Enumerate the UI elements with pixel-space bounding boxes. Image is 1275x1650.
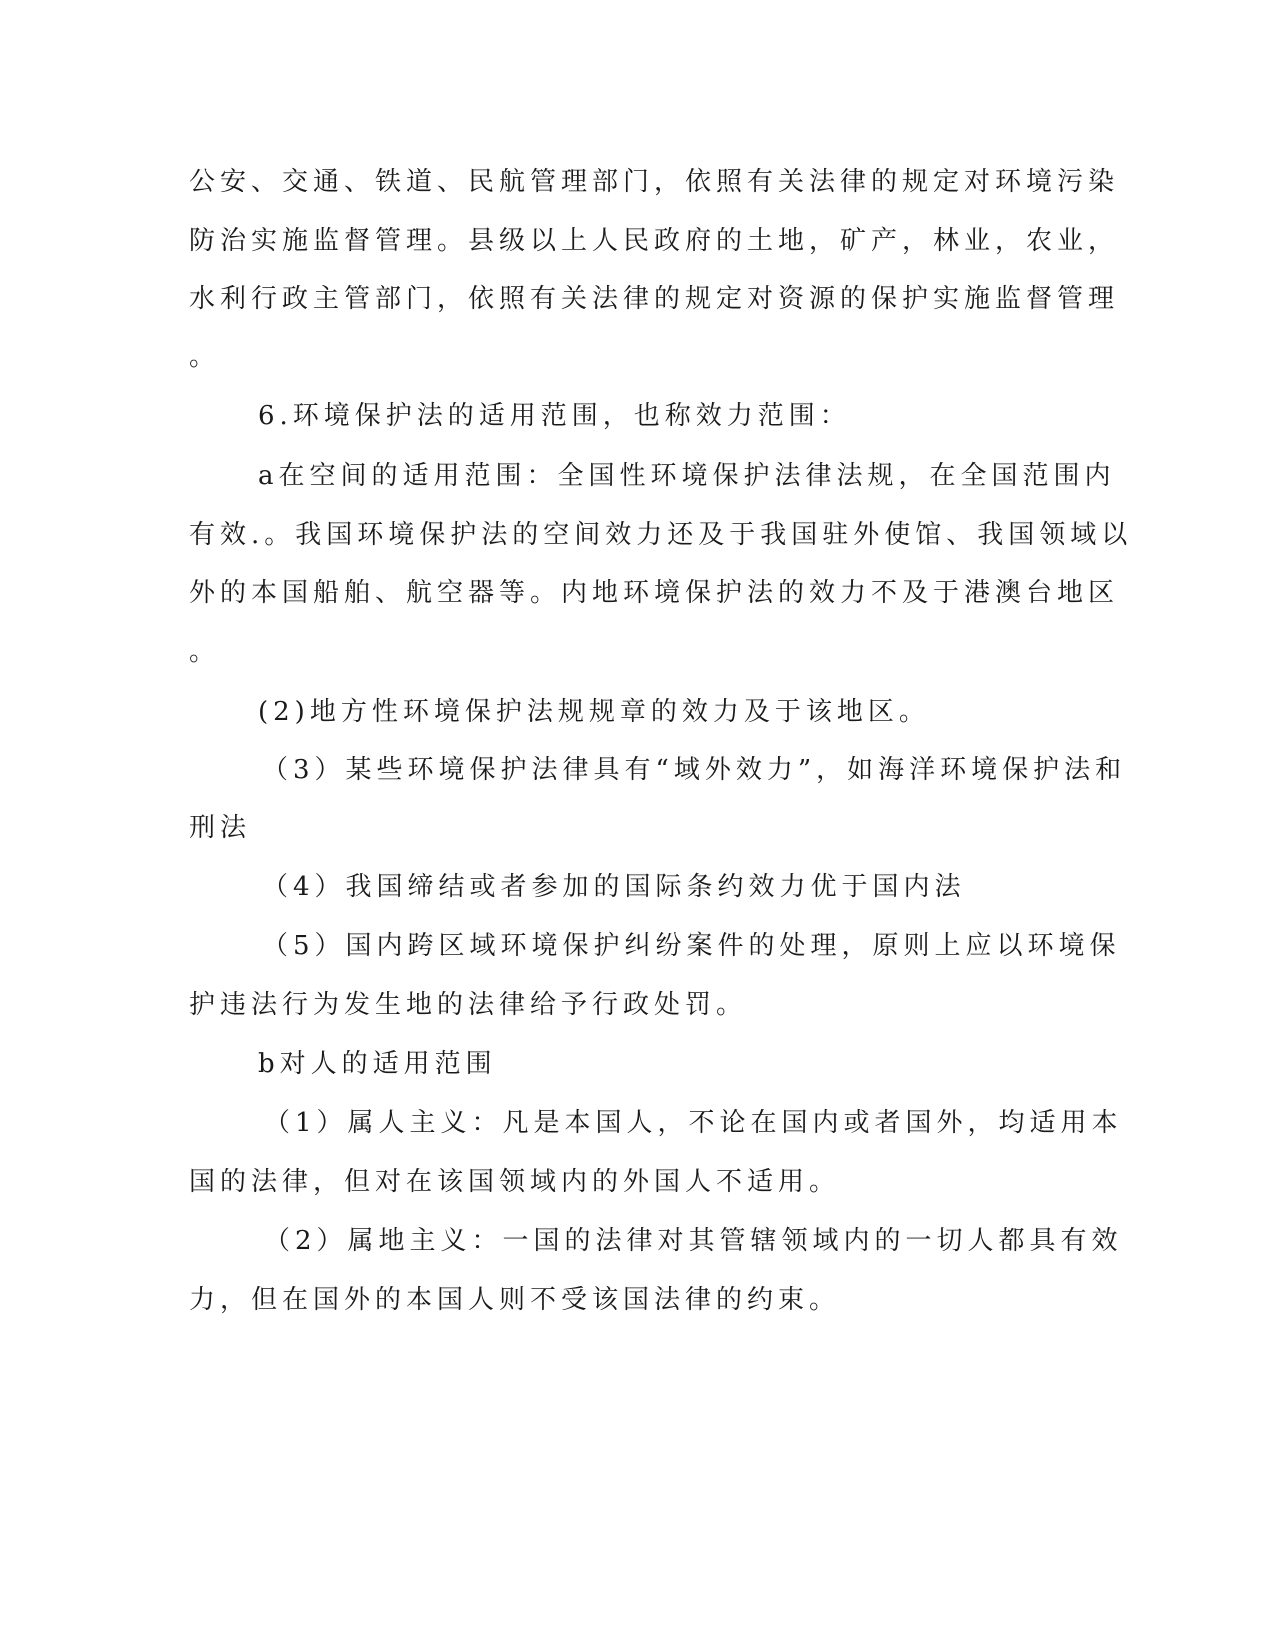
paragraph-line: 。: [189, 637, 216, 667]
paragraph-line: 防治实施监督管理。县级以上人民政府的土地，矿产，林业，农业，: [189, 226, 1120, 256]
paragraph-line: 国的法律，但对在该国领域内的外国人不适用。: [189, 1167, 841, 1197]
paragraph-line: 水利行政主管部门，依照有关法律的规定对资源的保护实施监督管理: [189, 284, 1120, 314]
paragraph-line: 护违法行为发生地的法律给予行政处罚。: [189, 990, 748, 1020]
paragraph-line: 公安、交通、铁道、民航管理部门，依照有关法律的规定对环境污染: [189, 167, 1120, 197]
paragraph-line: (2)地方性环境保护法规规章的效力及于该地区。: [258, 697, 930, 727]
paragraph-line: a在空间的适用范围：全国性环境保护法律法规，在全国范围内: [258, 461, 1116, 491]
section-heading: b对人的适用范围: [258, 1049, 497, 1079]
paragraph-line: 。: [189, 342, 216, 372]
paragraph-line: 力，但在国外的本国人则不受该国法律的约束。: [189, 1285, 841, 1315]
paragraph-line: 有效.。我国环境保护法的空间效力还及于我国驻外使馆、我国领域以: [189, 520, 1133, 550]
paragraph-line: （2）属地主义：一国的法律对其管辖领域内的一切人都具有效: [264, 1226, 1123, 1256]
paragraph-line: 刑法: [189, 813, 252, 843]
paragraph-line: （1）属人主义：凡是本国人，不论在国内或者国外，均适用本: [264, 1108, 1123, 1138]
section-heading: 6.环境保护法的适用范围，也称效力范围：: [258, 401, 851, 431]
paragraph-line: （3）某些环境保护法律具有“域外效力”，如海洋环境保护法和: [262, 755, 1127, 785]
paragraph-line: （5）国内跨区域环境保护纠纷案件的处理，原则上应以环境保: [262, 931, 1121, 961]
paragraph-line: 外的本国船舶、航空器等。内地环境保护法的效力不及于港澳台地区: [189, 578, 1120, 608]
paragraph-line: （4）我国缔结或者参加的国际条约效力优于国内法: [262, 872, 966, 902]
